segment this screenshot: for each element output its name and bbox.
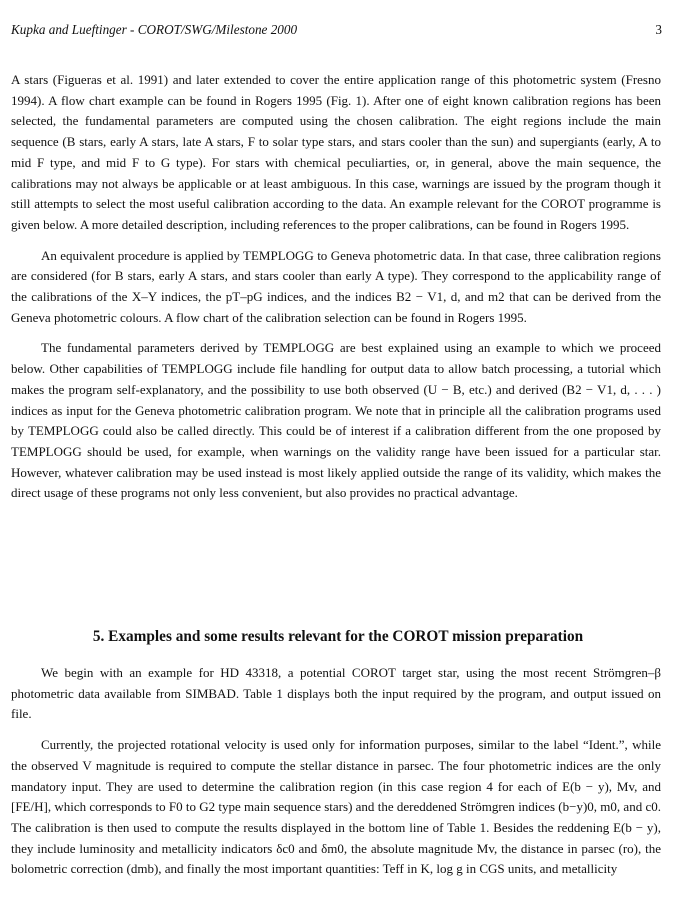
running-header: [11, 22, 662, 42]
paragraph-1: A stars (Figueras et al. 1991) and later extended to cover the entire application range of this photometric system (Fresno 1994). A flow chart example can be found in Rogers 1995 (Fig. 1). After one of eight known calibration regions has been selected, the fundamental parameters are computed using the chosen calibration. The eight regions include the main sequence (B stars, early A stars, late A stars, F to solar type stars, and stars cooler than the sun) and supergiants (early, A to mid F type, and mid F to G type). For stars with chemical peculiarties, or, in general, above the main sequence, the calibrations may not always be applicable or at least ambiguous. In this case, warnings are issued by the program though it still attempts to select the most useful calibration according to the data. An example relevant for the COROT programme is given below. A more detailed description, including references to the proper calibrations, can be found in Rogers 1995.: [11, 72, 661, 232]
running-title: Kupka and Lueftinger - COROT/SWG/Milestone 2000: [11, 22, 298, 37]
page-number: 3: [655, 22, 662, 37]
paragraph-5: Currently, the projected rotational velocity is used only for information purposes, similar to the label “Ident.”, while the observed V magnitude is required to compute the stellar distance in parsec. The four photometric indices are the only mandatory input. They are used to determine the calibration region (in this case region 4 for each of E(b − y), Mv, and [FE/H], which corresponds to F0 to G2 type main sequence stars) and the dereddened Strömgren indices (b−y)0, m0, and c0. The calibration is then used to compute the results displayed in the bottom line of Table 1. Besides the reddening E(b − y), they include luminosity and metallicity indicators δc0 and δm0, the absolute magnitude Mv, the distance in parsec (ro), the bolometric correction (dmb), and finally the most important quantities: Teff in K, log g in CGS units, and metallicity: [11, 737, 661, 877]
body-text-bottom: [11, 663, 661, 890]
paragraph-4: We begin with an example for HD 43318, a potential COROT target star, using the most recent Strömgren–β photometric data available from SIMBAD. Table 1 displays both the input required by the program, and output issued on file.: [11, 665, 661, 722]
body-text-top: [11, 70, 661, 514]
paragraph-3: The fundamental parameters derived by TEMPLOGG are best explained using an example to which we proceed below. Other capabilities of TEMPLOGG include file handling for output data to allow batch processing, a tutorial which makes the program self-explanatory, and the possibility to use both observed (U − B, etc.) and derived (B2 − V1, d, . . . ) indices as input for the Geneva photometric calibration program. We note that in principle all the calibration programs used by TEMPLOGG could also be called directly. This could be of interest if a calibration different from the one proposed by TEMPLOGG should be used, for example, when warnings on the validity range have been issued for a particular star. However, whatever calibration may be used instead is most likely applied outside the range of its validity, which makes the direct usage of these programs not only less convenient, but also provides no practical advantage.: [11, 340, 661, 501]
paragraph-2: An equivalent procedure is applied by TEMPLOGG to Geneva photometric data. In that case, three calibration regions are considered (for B stars, early A stars, and stars cooler than early A type). They correspond to the applicability range of the calibrations of the X–Y indices, the pT–pG indices, and the indices B2 − V1, d, and m2 that can be derived from the Geneva photometric colours. A flow chart of the calibration selection can be found in Rogers 1995.: [11, 247, 661, 325]
section-heading: 5. Examples and some results relevant for the COROT mission preparation: [92, 628, 584, 645]
